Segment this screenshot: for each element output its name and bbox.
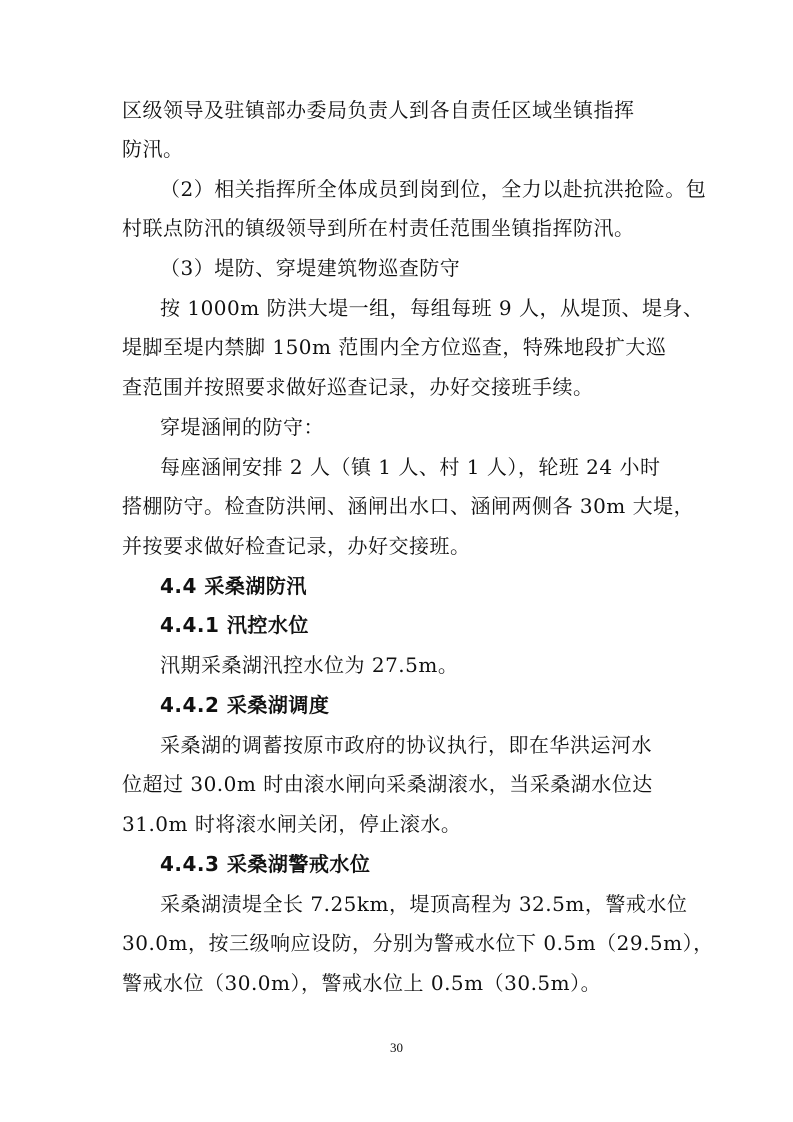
- body-line: 搭棚防守。检查防洪闸、涵闸出水口、涵闸两侧各 30m 大堤，: [122, 494, 695, 518]
- body-line: 堤脚至堤内禁脚 150m 范围内全方位巡查，特殊地段扩大巡: [122, 335, 667, 359]
- body-line: 位超过 30.0m 时由滚水闸向采桑湖滚水，当采桑湖水位达: [122, 772, 653, 796]
- body-line: 警戒水位（30.0m），警戒水位上 0.5m（30.5m）。: [122, 971, 602, 995]
- subsection-heading: 4.4.3 采桑湖警戒水位: [160, 852, 371, 876]
- body-line: 31.0m 时将滚水闸关闭，停止滚水。: [122, 812, 462, 836]
- subsection-heading: 4.4.2 采桑湖调度: [160, 693, 330, 717]
- body-line: 按 1000m 防洪大堤一组，每组每班 9 人，从堤顶、堤身、: [160, 296, 704, 320]
- body-line: 穿堤涵闸的防守：: [160, 415, 324, 439]
- body-line: 每座涵闸安排 2 人（镇 1 人、村 1 人），轮班 24 小时: [160, 455, 661, 479]
- body-line: （2）相关指挥所全体成员到岗到位，全力以赴抗洪抢险。包: [160, 177, 707, 201]
- subsection-heading: 4.4.1 汛控水位: [160, 613, 309, 637]
- body-line: 防汛。: [122, 137, 184, 161]
- body-line: 30.0m，按三级响应设防，分别为警戒水位下 0.5m（29.5m），: [122, 931, 714, 955]
- section-heading: 4.4 采桑湖防汛: [160, 574, 307, 598]
- body-line: 村联点防汛的镇级领导到所在村责任范围坐镇指挥防汛。: [122, 216, 635, 240]
- body-line: 并按要求做好检查记录，办好交接班。: [122, 534, 471, 558]
- page-number: 30: [390, 1040, 403, 1055]
- body-line: （3）堤防、穿堤建筑物巡查防守: [160, 256, 461, 280]
- body-line: 汛期采桑湖汛控水位为 27.5m。: [160, 653, 459, 677]
- body-line: 查范围并按照要求做好巡查记录，办好交接班手续。: [122, 375, 594, 399]
- body-line: 区级领导及驻镇部办委局负责人到各自责任区域坐镇指挥: [122, 98, 635, 122]
- body-line: 采桑湖的调蓄按原市政府的协议执行，即在华洪运河水: [160, 733, 652, 757]
- body-line: 采桑湖渍堤全长 7.25km，堤顶高程为 32.5m，警戒水位: [160, 892, 688, 916]
